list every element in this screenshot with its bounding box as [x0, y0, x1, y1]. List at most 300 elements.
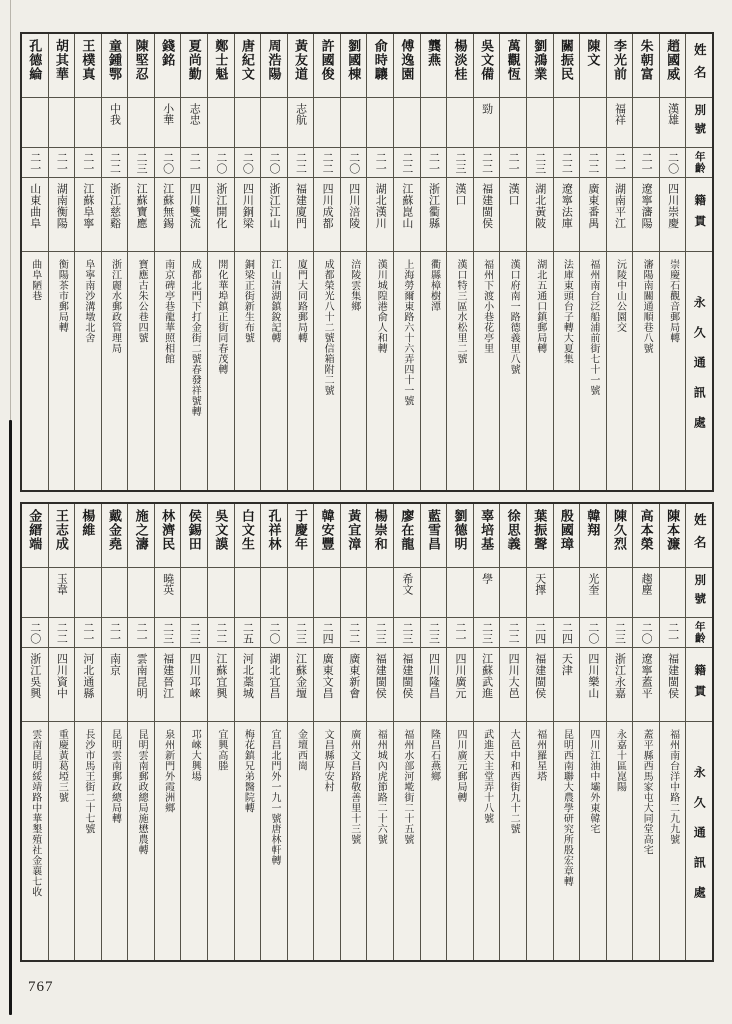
age-cell: 二三 — [367, 618, 393, 648]
age-cell: 二〇 — [155, 148, 181, 178]
age-cell: 二二 — [102, 148, 128, 178]
person-column — [579, 504, 606, 960]
name-cell: 黃友道 — [288, 34, 314, 98]
alias-cell — [75, 568, 101, 618]
age-cell: 二〇 — [208, 148, 234, 178]
native-place-cell: 江蘇阜寧 — [75, 178, 101, 252]
alias-cell — [22, 98, 48, 148]
age-cell: 二一 — [181, 148, 207, 178]
person-column — [366, 504, 393, 960]
name-cell: 韓翔 — [580, 504, 606, 568]
age-cell: 二二 — [288, 148, 314, 178]
age-cell: 二一 — [22, 148, 48, 178]
name-cell: 韓安豐 — [314, 504, 340, 568]
name-cell: 俞時驤 — [367, 34, 393, 98]
alias-cell — [102, 568, 128, 618]
native-place-cell: 四川隆昌 — [421, 648, 447, 722]
address-cell: 宜興高塍 — [215, 729, 227, 771]
address-cell: 福州南台洋中路二九九號 — [667, 729, 679, 845]
name-cell: 傅逸園 — [394, 34, 420, 98]
address-cell: 廈門大同路郵局轉 — [295, 259, 307, 343]
person-column — [48, 34, 75, 490]
header-column — [685, 34, 712, 490]
name-cell: 趙國威 — [660, 34, 686, 98]
age-cell: 二二 — [341, 618, 367, 648]
age-cell: 二三 — [288, 618, 314, 648]
address-cell: 四川江油中壩外東韓宅 — [587, 729, 599, 834]
address-cell: 阜寧南沙溝墩北舍 — [82, 259, 94, 343]
address-cell: 大邑中和西街九十二號 — [508, 729, 520, 834]
native-place-cell: 四川銅梁 — [235, 178, 261, 252]
name-cell: 于慶年 — [288, 504, 314, 568]
person-column — [234, 504, 261, 960]
address-cell: 重慶黃葛埡三號 — [56, 729, 68, 803]
name-cell: 楊維 — [75, 504, 101, 568]
address-cell: 廣州文昌路敬善里十三號 — [348, 729, 360, 845]
age-cell: 二二 — [49, 618, 75, 648]
alias-cell: 漢雄 — [660, 98, 686, 148]
address-cell: 福州南台泛船浦前街七十一號 — [587, 259, 599, 396]
alias-cell — [660, 568, 686, 618]
native-place-cell: 福建閩侯 — [474, 178, 500, 252]
name-cell: 侯錫田 — [181, 504, 207, 568]
native-place-cell: 河北藁城 — [235, 648, 261, 722]
alias-cell — [554, 568, 580, 618]
scan-gutter-shadow — [9, 420, 12, 1015]
native-place-cell: 福建晉江 — [155, 648, 181, 722]
name-cell: 許國俊 — [314, 34, 340, 98]
address-cell: 成都北門下打金街二號春發祥號轉 — [189, 259, 201, 417]
person-column — [340, 34, 367, 490]
age-cell: 二五 — [235, 618, 261, 648]
person-column — [207, 34, 234, 490]
native-place-cell: 浙江永嘉 — [607, 648, 633, 722]
person-column — [553, 504, 580, 960]
name-cell: 劉鴻業 — [527, 34, 553, 98]
name-cell: 黃宜漳 — [341, 504, 367, 568]
age-cell: 二〇 — [22, 618, 48, 648]
name-cell: 劉德明 — [447, 504, 473, 568]
person-column — [420, 34, 447, 490]
name-cell: 金縉端 — [22, 504, 48, 568]
name-cell: 戴金堯 — [102, 504, 128, 568]
directory-table-bottom — [20, 502, 714, 962]
native-place-cell: 四川雙流 — [181, 178, 207, 252]
person-column — [632, 504, 659, 960]
age-cell: 二一 — [102, 618, 128, 648]
native-place-cell: 四川廣元 — [447, 648, 473, 722]
native-place-cell: 四川涪陵 — [341, 178, 367, 252]
address-cell: 金壇西崗 — [295, 729, 307, 771]
name-cell: 唐紀文 — [235, 34, 261, 98]
header-alias: 別號 — [686, 98, 712, 148]
native-place-cell: 雲南昆明 — [128, 648, 154, 722]
age-cell: 二一 — [447, 618, 473, 648]
address-cell: 衡陽茶市郵局轉 — [56, 259, 68, 333]
age-cell: 二三 — [447, 148, 473, 178]
age-cell: 二一 — [75, 148, 101, 178]
name-cell: 林濟民 — [155, 504, 181, 568]
alias-cell — [421, 98, 447, 148]
alias-cell — [394, 98, 420, 148]
alias-cell: 趨塵 — [633, 568, 659, 618]
address-cell: 瀋陽南關通順巷八號 — [641, 259, 653, 354]
name-cell: 劉國棟 — [341, 34, 367, 98]
address-cell: 沅陵中山公園交 — [614, 259, 626, 333]
name-cell: 孔祥林 — [261, 504, 287, 568]
alias-cell — [367, 568, 393, 618]
person-column — [48, 504, 75, 960]
name-cell: 鄭士魁 — [208, 34, 234, 98]
name-cell: 白文生 — [235, 504, 261, 568]
alias-cell — [447, 568, 473, 618]
native-place-cell: 江蘇武進 — [474, 648, 500, 722]
alias-cell — [288, 568, 314, 618]
name-cell: 陳文 — [580, 34, 606, 98]
person-column — [659, 504, 686, 960]
age-cell: 二四 — [314, 618, 340, 648]
address-cell: 浙江麗水郵政管理局 — [109, 259, 121, 354]
name-cell: 辜培基 — [474, 504, 500, 568]
age-cell: 二〇 — [261, 148, 287, 178]
person-column — [446, 504, 473, 960]
directory-table-top — [20, 32, 714, 492]
address-cell: 漢川城隍港俞人和轉 — [375, 259, 387, 354]
age-cell: 二三 — [394, 618, 420, 648]
alias-cell: 志忠 — [181, 98, 207, 148]
alias-cell — [421, 568, 447, 618]
native-place-cell: 湖北宜昌 — [261, 648, 287, 722]
age-cell: 二三 — [607, 618, 633, 648]
name-cell: 錢銘 — [155, 34, 181, 98]
page-number: 767 — [28, 979, 54, 995]
age-cell: 二四 — [554, 618, 580, 648]
alias-cell — [49, 98, 75, 148]
age-cell: 二一 — [607, 148, 633, 178]
name-cell: 徐思義 — [500, 504, 526, 568]
address-cell: 福州城內虎節路二十六號 — [375, 729, 387, 845]
alias-cell — [341, 98, 367, 148]
person-column — [526, 504, 553, 960]
alias-cell: 希文 — [394, 568, 420, 618]
native-place-cell: 四川大邑 — [500, 648, 526, 722]
native-place-cell: 遼寧蓋平 — [633, 648, 659, 722]
native-place-cell: 四川資中 — [49, 648, 75, 722]
name-cell: 童鍾鄂 — [102, 34, 128, 98]
age-cell: 二三 — [421, 618, 447, 648]
address-cell: 武進天主堂弄十八號 — [481, 729, 493, 824]
person-column — [446, 34, 473, 490]
name-cell: 殷國璋 — [554, 504, 580, 568]
alias-cell — [314, 98, 340, 148]
native-place-cell: 江蘇寶應 — [128, 178, 154, 252]
native-place-cell: 福建閩侯 — [527, 648, 553, 722]
native-place-cell: 四川樂山 — [580, 648, 606, 722]
name-cell: 關振民 — [554, 34, 580, 98]
name-cell: 夏尚勤 — [181, 34, 207, 98]
address-cell: 上海勞爾東路六十六弄四十一號 — [401, 259, 413, 406]
alias-cell — [235, 568, 261, 618]
age-cell: 二〇 — [261, 618, 287, 648]
name-cell: 葉振聲 — [527, 504, 553, 568]
address-cell: 邛崍大興場 — [189, 729, 201, 782]
age-cell: 二一 — [367, 148, 393, 178]
native-place-cell: 四川崇慶 — [660, 178, 686, 252]
person-column — [393, 34, 420, 490]
alias-cell — [554, 98, 580, 148]
age-cell: 二一 — [49, 148, 75, 178]
person-column — [101, 504, 128, 960]
alias-cell — [341, 568, 367, 618]
native-place-cell: 遼寧瀋陽 — [633, 178, 659, 252]
name-cell: 陳本濂 — [660, 504, 686, 568]
header-native-place: 籍貫 — [686, 648, 712, 722]
header-address: 永久通訊處 — [692, 766, 707, 916]
person-column — [606, 34, 633, 490]
name-cell: 施之濤 — [128, 504, 154, 568]
name-cell: 廖在龍 — [394, 504, 420, 568]
name-cell: 楊崇和 — [367, 504, 393, 568]
address-cell: 宜昌北門外一九一號唐林軒轉 — [268, 729, 280, 866]
header-address: 永久通訊處 — [692, 296, 707, 446]
native-place-cell: 湖南平江 — [607, 178, 633, 252]
alias-cell — [75, 98, 101, 148]
age-cell: 二〇 — [235, 148, 261, 178]
address-cell: 福州水部河墘街二十五號 — [401, 729, 413, 845]
alias-cell — [128, 568, 154, 618]
age-cell: 二三 — [128, 148, 154, 178]
native-place-cell: 福建閩侯 — [367, 648, 393, 722]
alias-cell — [261, 568, 287, 618]
native-place-cell: 山東曲阜 — [22, 178, 48, 252]
person-column — [473, 504, 500, 960]
alias-cell — [633, 98, 659, 148]
native-place-cell: 遼寧法庫 — [554, 178, 580, 252]
alias-cell — [367, 98, 393, 148]
name-cell: 胡其華 — [49, 34, 75, 98]
age-cell: 二一 — [128, 618, 154, 648]
name-cell: 孔德綸 — [22, 34, 48, 98]
name-cell: 萬觀恆 — [500, 34, 526, 98]
native-place-cell: 江蘇無錫 — [155, 178, 181, 252]
person-column — [127, 504, 154, 960]
person-column — [287, 34, 314, 490]
native-place-cell: 浙江吳興 — [22, 648, 48, 722]
alias-cell — [527, 98, 553, 148]
person-column — [473, 34, 500, 490]
native-place-cell: 四川成都 — [314, 178, 340, 252]
native-place-cell: 天津 — [554, 648, 580, 722]
address-cell: 梅花鎮兄弟醫院轉 — [242, 729, 254, 813]
native-place-cell: 廣東文昌 — [314, 648, 340, 722]
address-cell: 法庫東頭台子轉大夏集 — [561, 259, 573, 364]
header-name: 姓名 — [686, 504, 712, 568]
name-cell: 李光前 — [607, 34, 633, 98]
alias-cell: 天擇 — [527, 568, 553, 618]
alias-cell — [500, 98, 526, 148]
age-cell: 二〇 — [341, 148, 367, 178]
alias-cell: 學 — [474, 568, 500, 618]
header-age: 年齡 — [686, 148, 712, 178]
person-column — [340, 504, 367, 960]
name-cell: 吳文備 — [474, 34, 500, 98]
age-cell: 二三 — [155, 618, 181, 648]
person-column — [499, 504, 526, 960]
name-cell: 龔燕 — [421, 34, 447, 98]
native-place-cell: 漢口 — [447, 178, 473, 252]
native-place-cell: 湖北黃陂 — [527, 178, 553, 252]
native-place-cell: 江蘇崑山 — [394, 178, 420, 252]
alias-cell — [500, 568, 526, 618]
address-cell: 涪陵雲集鄉 — [348, 259, 360, 312]
native-place-cell: 浙江衢縣 — [421, 178, 447, 252]
address-cell: 隆昌石燕鄉 — [428, 729, 440, 782]
age-cell: 二一 — [660, 618, 686, 648]
scan-gutter-shadow-faint — [10, 0, 11, 420]
age-cell: 二一 — [421, 148, 447, 178]
alias-cell — [447, 98, 473, 148]
address-cell: 昆明雲南郵政總局施懋農轉 — [136, 729, 148, 855]
person-column — [74, 34, 101, 490]
name-cell: 陳久烈 — [607, 504, 633, 568]
native-place-cell: 河北通縣 — [75, 648, 101, 722]
alias-cell — [128, 98, 154, 148]
name-cell: 朱朝富 — [633, 34, 659, 98]
native-place-cell: 浙江慈谿 — [102, 178, 128, 252]
address-cell: 長沙市馬王街二十七號 — [82, 729, 94, 834]
age-cell: 二二 — [580, 148, 606, 178]
age-cell: 二二 — [208, 618, 234, 648]
person-column — [287, 504, 314, 960]
person-column — [366, 34, 393, 490]
person-column — [659, 34, 686, 490]
name-cell: 吳文謨 — [208, 504, 234, 568]
alias-cell — [181, 568, 207, 618]
person-column — [579, 34, 606, 490]
alias-cell — [607, 568, 633, 618]
address-cell: 崇慶石觀音郵局轉 — [667, 259, 679, 343]
alias-cell: 小華 — [155, 98, 181, 148]
header-alias: 別號 — [686, 568, 712, 618]
person-column — [207, 504, 234, 960]
name-cell: 周浩陽 — [261, 34, 287, 98]
address-cell: 曲阜陋巷 — [29, 259, 41, 301]
native-place-cell: 福建閩侯 — [394, 648, 420, 722]
address-cell: 衢縣樟樹潭 — [428, 259, 440, 312]
address-cell: 蓋平縣西馬家屯大同堂高宅 — [641, 729, 653, 855]
name-cell: 陳堅忍 — [128, 34, 154, 98]
person-column — [632, 34, 659, 490]
age-cell: 二一 — [633, 148, 659, 178]
alias-cell — [261, 98, 287, 148]
person-column — [313, 504, 340, 960]
name-cell: 王樸真 — [75, 34, 101, 98]
name-cell: 楊淡桂 — [447, 34, 473, 98]
age-cell: 二二 — [474, 148, 500, 178]
header-column — [685, 504, 712, 960]
native-place-cell: 廣東新會 — [341, 648, 367, 722]
native-place-cell: 浙江開化 — [208, 178, 234, 252]
native-place-cell: 湖北漢川 — [367, 178, 393, 252]
alias-cell — [22, 568, 48, 618]
person-column — [499, 34, 526, 490]
person-column — [101, 34, 128, 490]
address-cell: 江山清湖鎮銳記轉 — [268, 259, 280, 343]
address-cell: 寶應古朱公巷四號 — [136, 259, 148, 343]
name-cell: 王志成 — [49, 504, 75, 568]
person-column — [420, 504, 447, 960]
header-name: 姓名 — [686, 34, 712, 98]
name-cell: 藍雪昌 — [421, 504, 447, 568]
header-age: 年齡 — [686, 618, 712, 648]
person-column — [553, 34, 580, 490]
person-column — [22, 34, 48, 490]
age-cell: 二二 — [314, 148, 340, 178]
age-cell: 二三 — [474, 618, 500, 648]
alias-cell — [208, 568, 234, 618]
address-cell: 漢口府南一路德義里八號 — [508, 259, 520, 375]
alias-cell: 光奎 — [580, 568, 606, 618]
native-place-cell: 福建廈門 — [288, 178, 314, 252]
alias-cell: 福祥 — [607, 98, 633, 148]
native-place-cell: 湖南衡陽 — [49, 178, 75, 252]
address-cell: 南京碑亭巷龍華照相館 — [162, 259, 174, 364]
age-cell: 二一 — [500, 148, 526, 178]
age-cell: 二二 — [554, 148, 580, 178]
address-cell: 湖北五通口鎮郵局轉 — [534, 259, 546, 354]
alias-cell: 玉韋 — [49, 568, 75, 618]
person-column — [74, 504, 101, 960]
address-cell: 雲南昆明綏靖路中華墾殖社金襄七收 — [29, 729, 41, 897]
person-column — [234, 34, 261, 490]
age-cell: 二〇 — [660, 148, 686, 178]
alias-cell — [580, 98, 606, 148]
alias-cell — [208, 98, 234, 148]
header-native-place: 籍貫 — [686, 178, 712, 252]
alias-cell: 志航 — [288, 98, 314, 148]
address-cell: 泉州新門外霞洲鄉 — [162, 729, 174, 813]
age-cell: 二四 — [527, 618, 553, 648]
person-column — [260, 504, 287, 960]
age-cell: 二二 — [500, 618, 526, 648]
age-cell: 二〇 — [633, 618, 659, 648]
age-cell: 二二 — [394, 148, 420, 178]
address-cell: 福州羅星塔 — [534, 729, 546, 782]
person-column — [22, 504, 48, 960]
address-cell: 文昌縣厚安村 — [322, 729, 334, 792]
person-column — [606, 504, 633, 960]
address-cell: 成都榮光八十二號信箱附二號 — [322, 259, 334, 396]
person-column — [526, 34, 553, 490]
address-cell: 昆明西南聯大農學研究所殷宏章轉 — [561, 729, 573, 887]
age-cell: 二三 — [527, 148, 553, 178]
age-cell: 二三 — [181, 618, 207, 648]
address-cell: 四川廣元郵局轉 — [455, 729, 467, 803]
person-column — [180, 504, 207, 960]
native-place-cell: 江蘇宜興 — [208, 648, 234, 722]
alias-cell: 曉英 — [155, 568, 181, 618]
age-cell: 二一 — [75, 618, 101, 648]
address-cell: 永嘉十區崑陽 — [614, 729, 626, 792]
address-cell: 福州下渡小巷花亭里 — [481, 259, 493, 354]
address-cell: 昆明雲南郵政總局轉 — [109, 729, 121, 824]
alias-cell: 勁 — [474, 98, 500, 148]
alias-cell — [235, 98, 261, 148]
name-cell: 高本榮 — [633, 504, 659, 568]
native-place-cell: 南京 — [102, 648, 128, 722]
address-cell: 開化華埠鎮正街同春茂轉 — [215, 259, 227, 375]
native-place-cell: 廣東番禺 — [580, 178, 606, 252]
